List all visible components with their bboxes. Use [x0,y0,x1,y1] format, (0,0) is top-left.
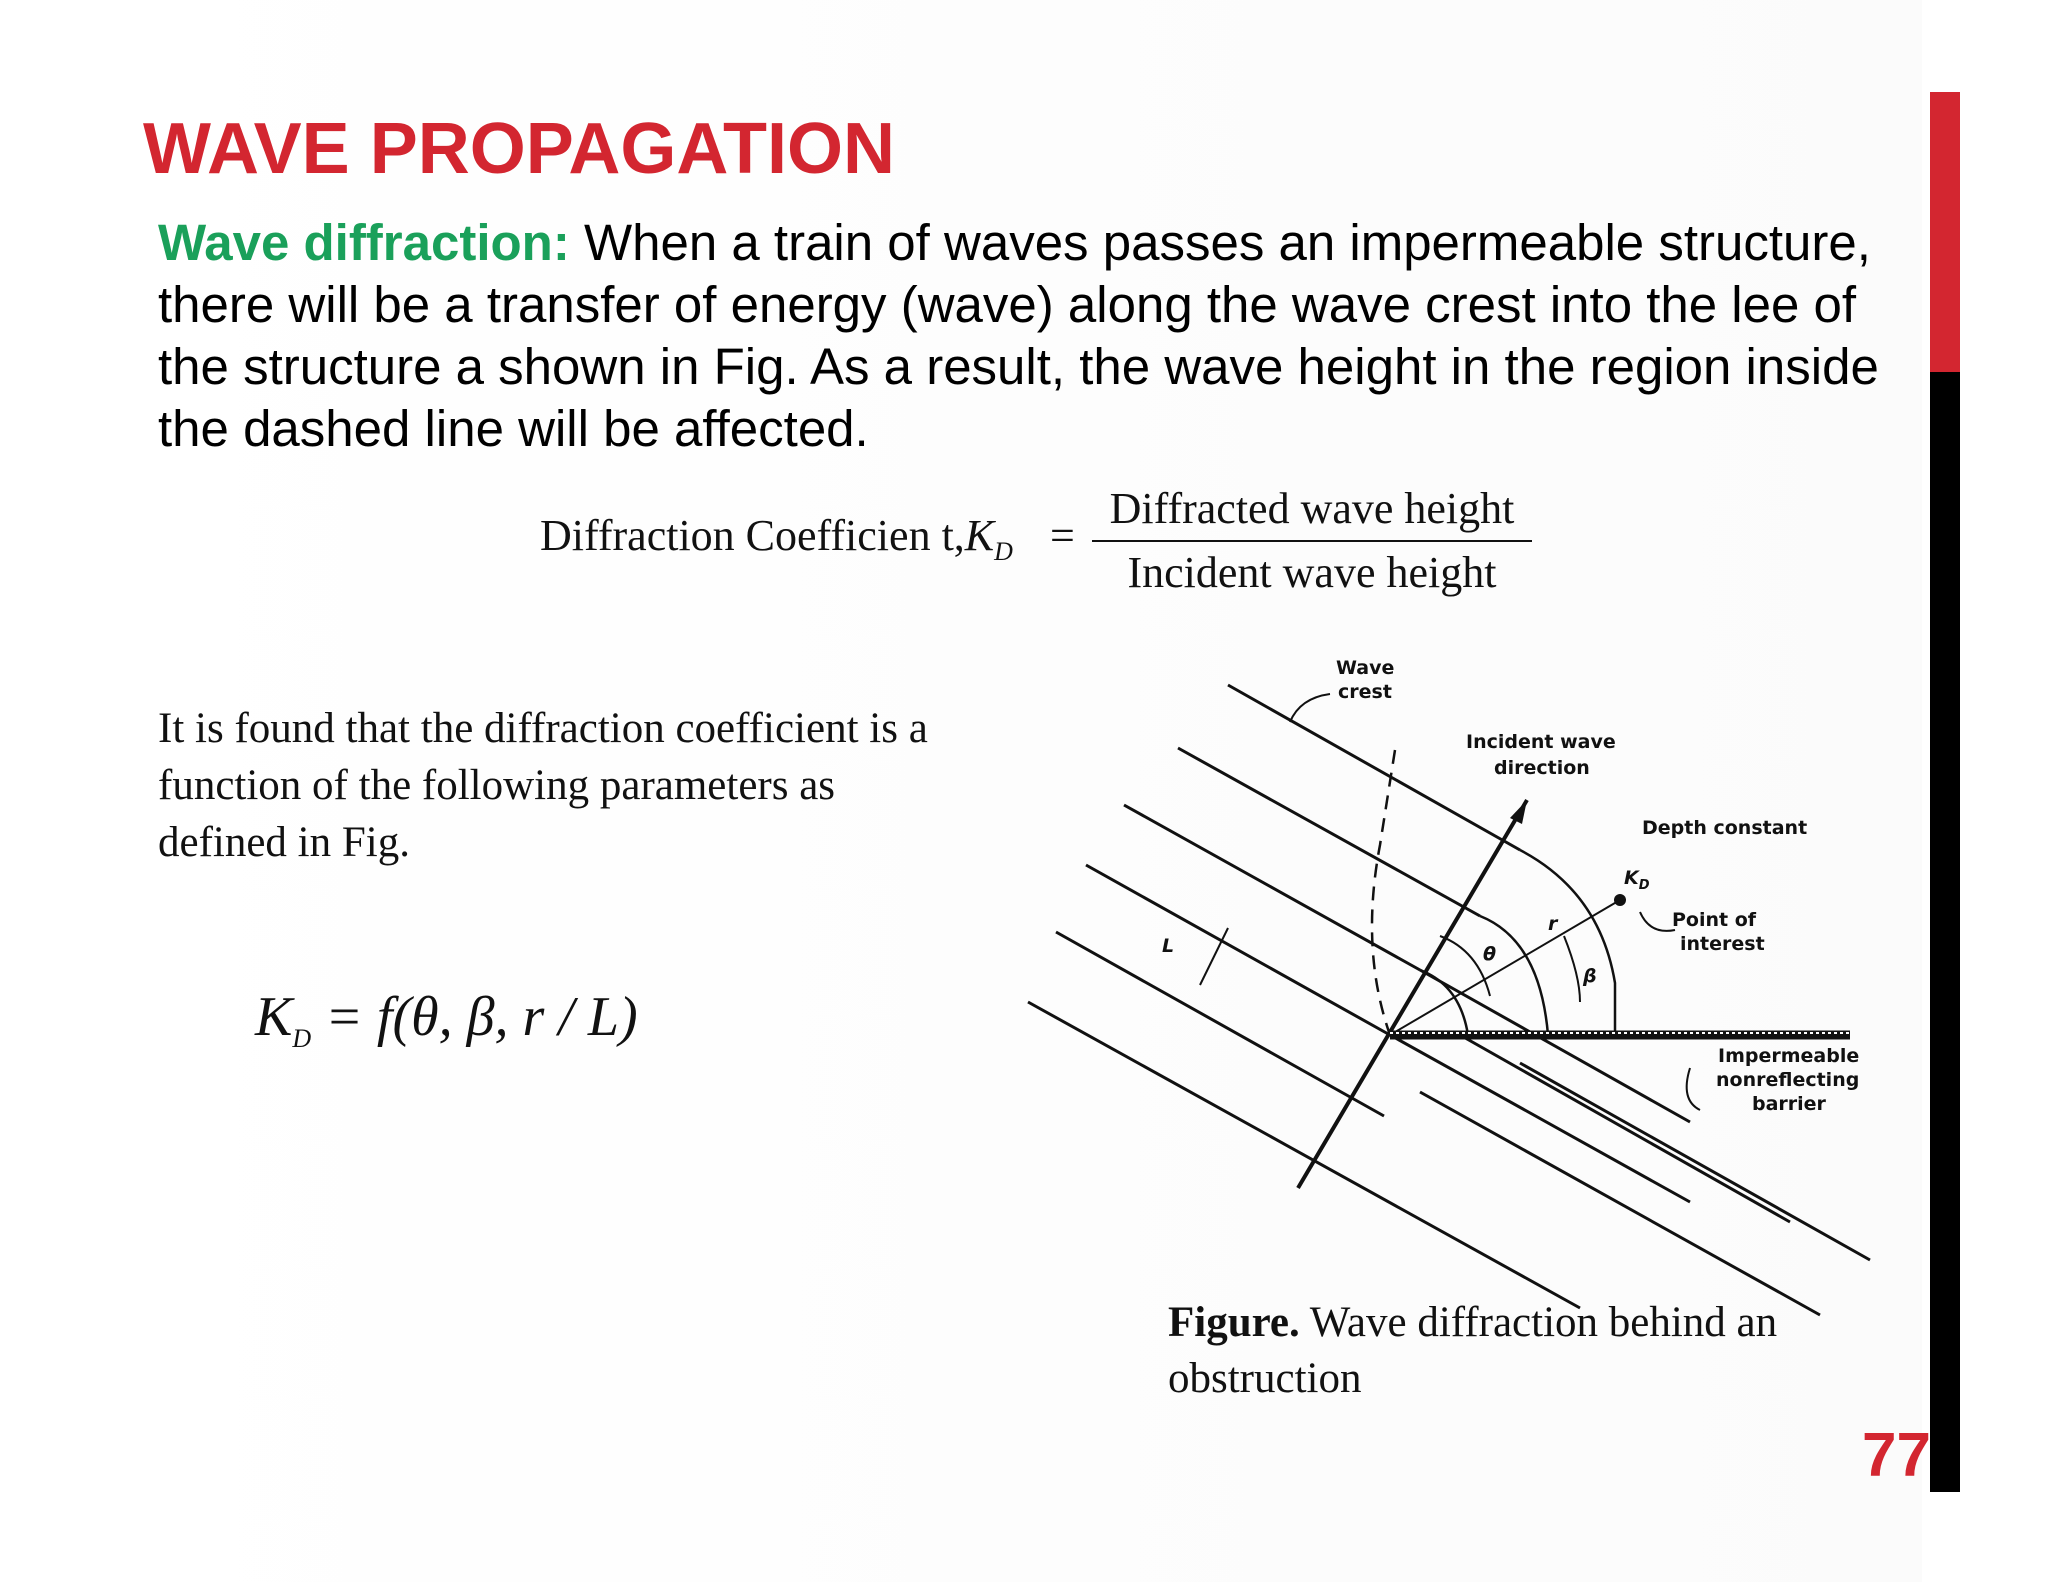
equation-equals: = [1050,511,1075,560]
barrier-pointer [1687,1068,1700,1110]
intro-text: When a train of waves passes an impermeable structure, there will be a transfer of energy (wave) along the wave crest into the lee of the structure a shown in Fig. As a result, the wave height in the region inside the dashed line will be affected. [158,214,1879,457]
label-theta: θ [1483,943,1497,965]
label-incident-1: Incident wave [1466,731,1616,753]
caption-text: Wave diffraction behind an obstruction [1168,1299,1778,1402]
kd-function-rhs: = f(θ, β, r / L) [311,986,638,1048]
label-depth: Depth constant [1642,817,1808,839]
wave-crest-line [1056,932,1384,1116]
beta-arc [1564,936,1580,1002]
equation-denominator: Incident wave height [1127,548,1497,597]
label-barrier-1: Impermeable [1718,1045,1860,1067]
label-r: r [1548,913,1558,935]
page-number: 77 [1862,1421,1931,1490]
equation-subscript: D [994,536,1013,566]
label-kd: $K_D$ [1624,867,1650,893]
label-incident-2: direction [1494,757,1590,779]
equation-fraction [1092,480,1532,602]
point-of-interest-dot [1614,894,1626,906]
accent-bar-black [1930,372,1960,1492]
kd-function-subscript: D [292,1024,312,1054]
wave-crest-pointer [1290,694,1330,722]
kd-function-equation [255,985,638,1054]
wave-crest-line [1228,685,1520,850]
label-beta: β [1583,965,1597,987]
accent-bar-red [1930,92,1960,372]
diffraction-boundary-dashed [1372,750,1395,1035]
label-barrier-2: nonreflecting [1716,1069,1860,1091]
intro-term: Wave diffraction: [158,214,570,271]
equation-symbol: K [964,511,995,560]
figure-caption [1168,1295,1908,1407]
label-wave-crest-1: Wave [1336,657,1395,679]
page-title: WAVE PROPAGATION [143,109,896,189]
label-poi-1: Point of [1672,909,1757,931]
wave-crest-line [1028,1002,1580,1308]
wave-crest-line [1178,748,1480,916]
incident-arrow-head [1510,800,1527,824]
wave-diffraction-figure [1000,640,1880,1320]
label-L: L [1162,935,1175,957]
intro-paragraph [158,212,1918,460]
kd-function-symbol: K [255,986,293,1048]
equation-lhs-text: Diffraction Coefficien t, [540,511,965,560]
wave-crest-line [1086,865,1390,1035]
poi-pointer [1640,912,1675,931]
caption-lead: Figure. [1168,1299,1300,1346]
wave-crest-line [1390,1035,1690,1202]
equation-lhs [540,510,1013,567]
fraction-bar [1092,540,1532,542]
parameters-paragraph: It is found that the diffraction coefficient is a function of the following parameters as defined in Fig. [158,705,928,866]
label-poi-2: interest [1680,933,1765,955]
equation-numerator: Diffracted wave height [1109,484,1515,533]
diffraction-coefficient-equation [540,480,1540,610]
incident-direction-line [1298,800,1527,1188]
label-wave-crest-2: crest [1338,681,1392,703]
label-barrier-3: barrier [1752,1093,1826,1115]
